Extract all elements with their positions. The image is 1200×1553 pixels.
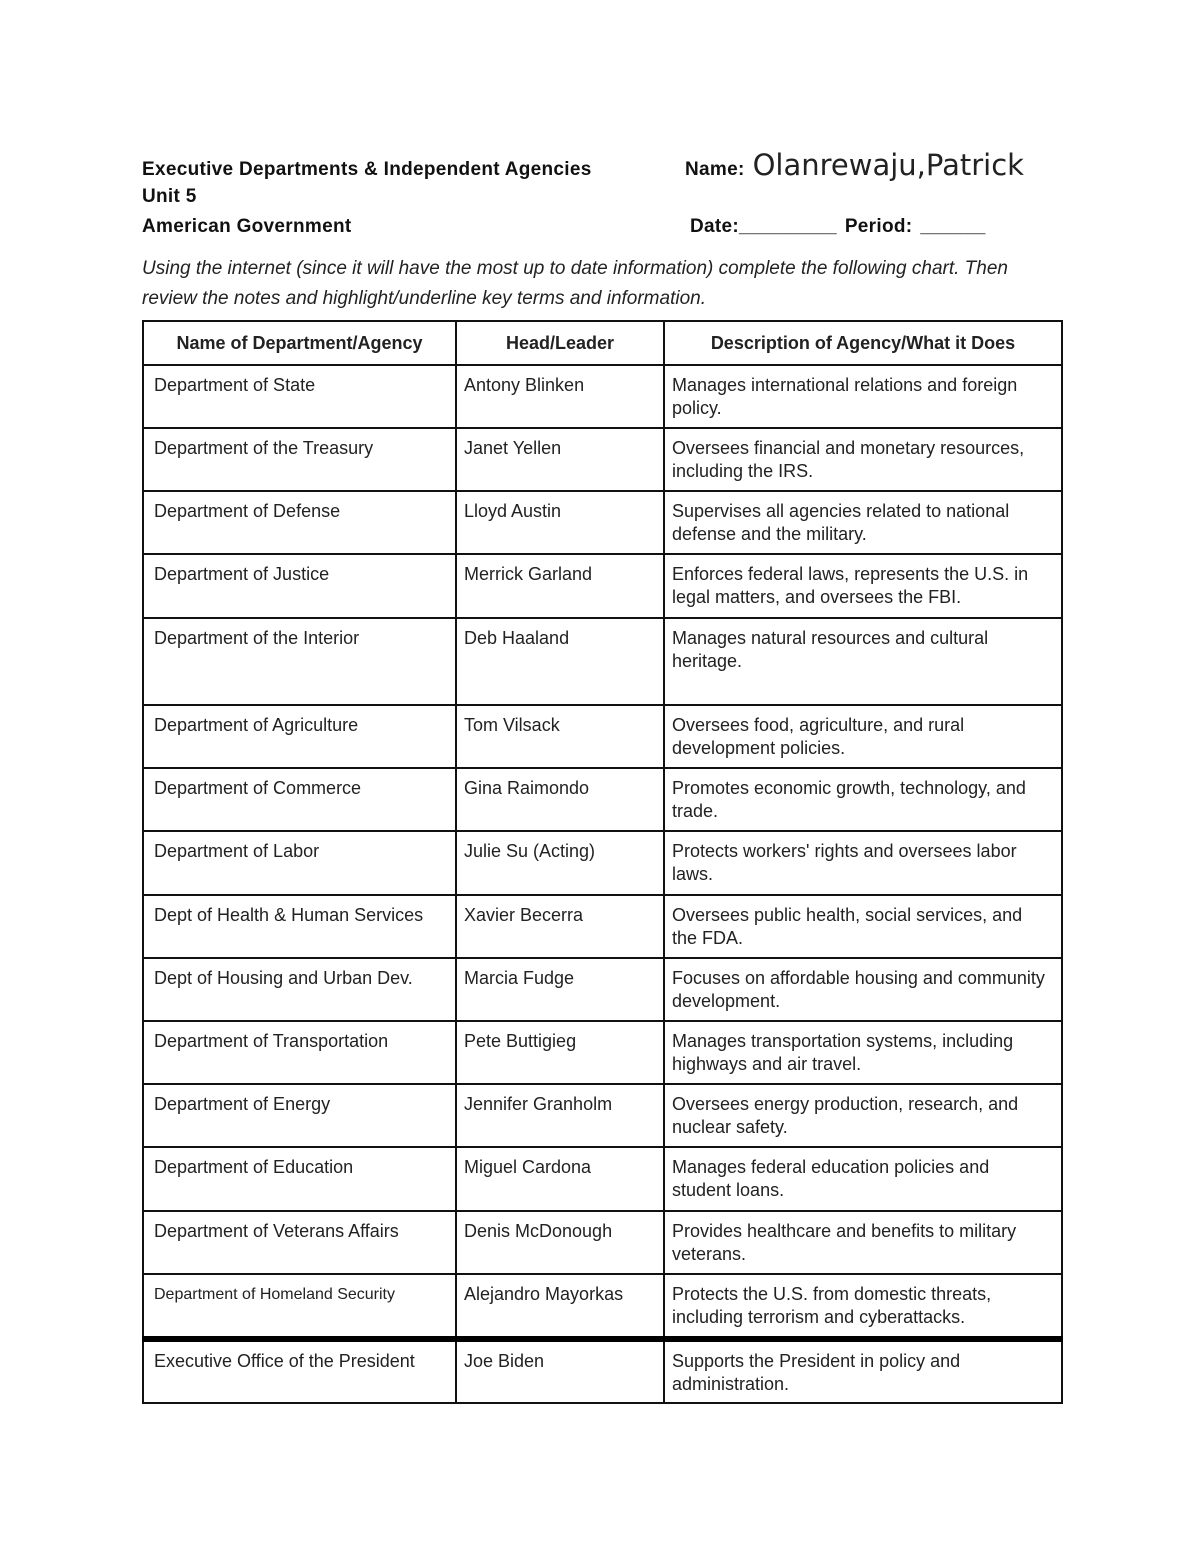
instructions-text: Using the internet (since it will have the most up to date information) complete the following chart. Then review the notes and highlight/underline key terms and information.: [142, 258, 1008, 309]
unit-label: Unit 5: [142, 186, 197, 207]
head-leader-cell: Gina Raimondo: [456, 768, 664, 831]
column-header-description: Description of Agency/What it Does: [664, 321, 1062, 365]
name-section: [682, 148, 1060, 182]
table-row: [143, 428, 1062, 491]
description-cell: Promotes economic growth, technology, and trade.: [664, 768, 1062, 831]
table-row: [143, 1339, 1062, 1403]
head-leader-cell: Deb Haaland: [456, 618, 664, 705]
description-cell: Oversees public health, social services, and the FDA.: [664, 895, 1062, 958]
department-name-cell: Executive Office of the President: [143, 1339, 456, 1403]
table-row: [143, 1147, 1062, 1211]
head-leader-cell: Xavier Becerra: [456, 895, 664, 958]
table-row: [143, 1084, 1062, 1147]
head-leader-cell: Miguel Cardona: [456, 1147, 664, 1211]
department-name-cell: Department of Homeland Security: [143, 1274, 456, 1339]
description-cell: Focuses on affordable housing and community development.: [664, 958, 1062, 1021]
table-row: [143, 958, 1062, 1021]
date-label: Date:: [690, 216, 740, 237]
student-name[interactable]: Olanrewaju,Patrick: [752, 148, 1024, 182]
column-header-name: Name of Department/Agency: [143, 321, 456, 365]
name-label: Name:: [685, 159, 745, 180]
head-leader-cell: Antony Blinken: [456, 365, 664, 428]
description-cell: Oversees energy production, research, and nuclear safety.: [664, 1084, 1062, 1147]
table-row: [143, 618, 1062, 705]
header-line-3: [142, 216, 1060, 238]
header-line-2: [142, 186, 1060, 208]
department-name-cell: Department of Energy: [143, 1084, 456, 1147]
description-cell: Manages federal education policies and student loans.: [664, 1147, 1062, 1211]
table-row: [143, 705, 1062, 768]
column-header-head: Head/Leader: [456, 321, 664, 365]
table-row: [143, 1274, 1062, 1339]
head-leader-cell: Merrick Garland: [456, 554, 664, 618]
table-row: [143, 1211, 1062, 1274]
department-name-cell: Dept of Housing and Urban Dev.: [143, 958, 456, 1021]
head-leader-cell: Alejandro Mayorkas: [456, 1274, 664, 1339]
description-cell: Provides healthcare and benefits to military veterans.: [664, 1211, 1062, 1274]
department-name-cell: Department of Veterans Affairs: [143, 1211, 456, 1274]
head-leader-cell: Marcia Fudge: [456, 958, 664, 1021]
description-cell: Supervises all agencies related to national defense and the military.: [664, 491, 1062, 554]
description-cell: Oversees financial and monetary resources, including the IRS.: [664, 428, 1062, 491]
table-row: [143, 1021, 1062, 1084]
date-period-section: [682, 216, 1060, 238]
worksheet-title: Executive Departments & Independent Agencies: [142, 159, 592, 180]
table-row: [143, 768, 1062, 831]
department-name-cell: Department of Transportation: [143, 1021, 456, 1084]
date-field[interactable]: _________: [739, 216, 837, 237]
head-leader-cell: Tom Vilsack: [456, 705, 664, 768]
department-name-cell: Department of Commerce: [143, 768, 456, 831]
department-name-cell: Department of Defense: [143, 491, 456, 554]
table-row: [143, 554, 1062, 618]
department-name-cell: Department of Justice: [143, 554, 456, 618]
description-cell: Supports the President in policy and administration.: [664, 1339, 1062, 1403]
head-leader-cell: Julie Su (Acting): [456, 831, 664, 895]
description-cell: Manages natural resources and cultural heritage.: [664, 618, 1062, 705]
description-cell: Protects the U.S. from domestic threats, including terrorism and cyberattacks.: [664, 1274, 1062, 1339]
description-cell: Oversees food, agriculture, and rural development policies.: [664, 705, 1062, 768]
table-row: [143, 491, 1062, 554]
table-header-row: [143, 321, 1062, 365]
period-label: Period:: [844, 216, 913, 237]
department-name-cell: Department of Education: [143, 1147, 456, 1211]
department-name-cell: Dept of Health & Human Services: [143, 895, 456, 958]
department-name-cell: Department of the Interior: [143, 618, 456, 705]
departments-table: [142, 320, 1063, 1404]
head-leader-cell: Jennifer Granholm: [456, 1084, 664, 1147]
table-row: [143, 365, 1062, 428]
period-field[interactable]: ______: [920, 216, 986, 237]
header-line-1: [142, 148, 1060, 182]
head-leader-cell: Janet Yellen: [456, 428, 664, 491]
table-row: [143, 895, 1062, 958]
description-cell: Enforces federal laws, represents the U.S. in legal matters, and oversees the FBI.: [664, 554, 1062, 618]
course-label: American Government: [142, 216, 352, 237]
department-name-cell: Department of State: [143, 365, 456, 428]
description-cell: Manages international relations and foreign policy.: [664, 365, 1062, 428]
head-leader-cell: Pete Buttigieg: [456, 1021, 664, 1084]
head-leader-cell: Denis McDonough: [456, 1211, 664, 1274]
description-cell: Manages transportation systems, including highways and air travel.: [664, 1021, 1062, 1084]
head-leader-cell: Lloyd Austin: [456, 491, 664, 554]
table-row: [143, 831, 1062, 895]
description-cell: Protects workers' rights and oversees labor laws.: [664, 831, 1062, 895]
department-name-cell: Department of Agriculture: [143, 705, 456, 768]
department-name-cell: Department of the Treasury: [143, 428, 456, 491]
department-name-cell: Department of Labor: [143, 831, 456, 895]
head-leader-cell: Joe Biden: [456, 1339, 664, 1403]
